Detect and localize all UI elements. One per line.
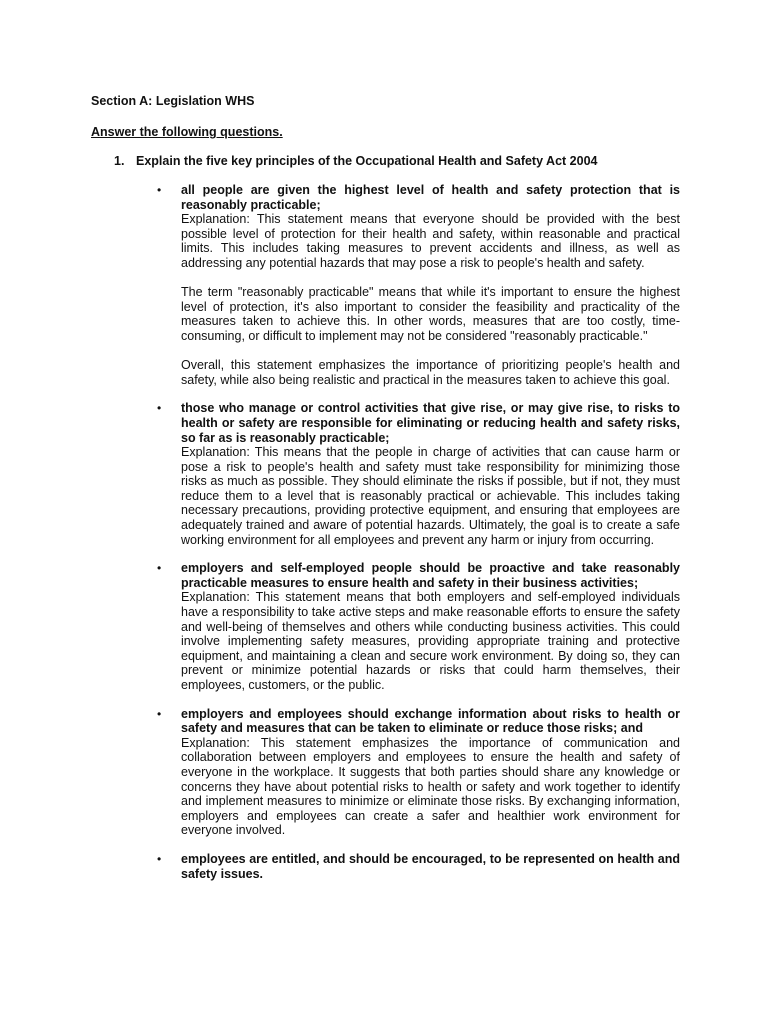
principle-item-5: [150, 852, 680, 881]
principle-explanation: Explanation: This means that the people in charge of activities that can cause harm or pose a risk to people's health and safety must take responsibility for minimizing those risks as much as possible. They should eliminate the risks if possible, but if not, they must reduce them to a level that is reasonably practical or achievable. This includes taking necessary precautions, providing protective equipment, and ensuring that employees are adequately trained and aware of potential hazards. Ultimately, the goal is to create a safe working environment for all employees and prevent any harm or injury from occurring.: [181, 445, 680, 547]
principle-explanation: Explanation: This statement emphasizes the importance of communication and collaboration between employers and employees to ensure the health and safety of everyone in the workplace. It suggests that both parties should share any knowledge or concerns they have about potential risks to health or safety and work together to identify and implement measures to minimize or eliminate those risks. By exchanging information, employers and employees can create a safer and healthier work environment for everyone involved.: [181, 735, 680, 838]
bullet-icon: •: [157, 561, 162, 576]
bullet-icon: •: [157, 851, 162, 866]
principle-item-4: [150, 707, 680, 838]
principle-item-2: [150, 401, 680, 547]
bullet-icon: •: [157, 401, 162, 416]
principle-explanation: Explanation: This statement means that everyone should be provided with the best possible level of protection for their health and safety, within reasonable and practical limits. This includes taking measures to prevent accidents and illness, as well as addressing any potential hazards that may pose a risk to people's health and safety.: [181, 212, 680, 270]
instruction-heading: Answer the following questions.: [91, 125, 283, 139]
section-title: Section A: Legislation WHS: [91, 94, 255, 108]
principle-paragraph: Overall, this statement emphasizes the importance of prioritizing people's health and safety, while also being realistic and practical in the measures taken to achieve this goal.: [181, 358, 680, 387]
question-1: [114, 153, 674, 169]
principle-heading: all people are given the highest level of health and safety protection that is reasonably practicable;: [181, 183, 680, 212]
question-text: Explain the five key principles of the Occupational Health and Safety Act 2004: [136, 154, 598, 168]
principle-explanation: Explanation: This statement means that both employers and self-employed individuals have a responsibility to take active steps and make reasonable efforts to ensure the safety and well-being of themselves and others while conducting business activities. This could involve implementing safety measures, providing appropriate training and protective equipment, and maintaining a clean and secure work environment. By doing so, they can prevent or minimize potential hazards or risks that could harm themselves, their employees, customers, or the public.: [181, 590, 680, 692]
principle-heading: those who manage or control activities that give rise, or may give rise, to risks to health or safety are responsible for eliminating or reducing health and safety risks, so far as is reasonably practicable;: [181, 401, 680, 445]
question-number: 1.: [114, 154, 125, 168]
principle-heading: employees are entitled, and should be encouraged, to be represented on health and safety issues.: [181, 851, 680, 881]
principle-heading: employers and employees should exchange information about risks to health or safety and measures that can be taken to eliminate or reduce those risks; and: [181, 706, 680, 736]
principle-paragraph: The term "reasonably practicable" means that while it's important to ensure the highest level of protection, it's also important to consider the feasibility and practicality of the measures taken to achieve this. In other words, measures that are too costly, time-consuming, or difficult to implement may not be considered "reasonably practicable.": [181, 285, 680, 343]
principle-heading: employers and self-employed people should be proactive and take reasonably practicable measures to ensure health and safety in their business activities;: [181, 561, 680, 590]
principle-item-3: [150, 561, 680, 692]
bullet-icon: •: [157, 706, 162, 721]
principles-list: [150, 183, 680, 895]
bullet-icon: •: [157, 183, 162, 197]
principle-item-1: [150, 183, 680, 387]
